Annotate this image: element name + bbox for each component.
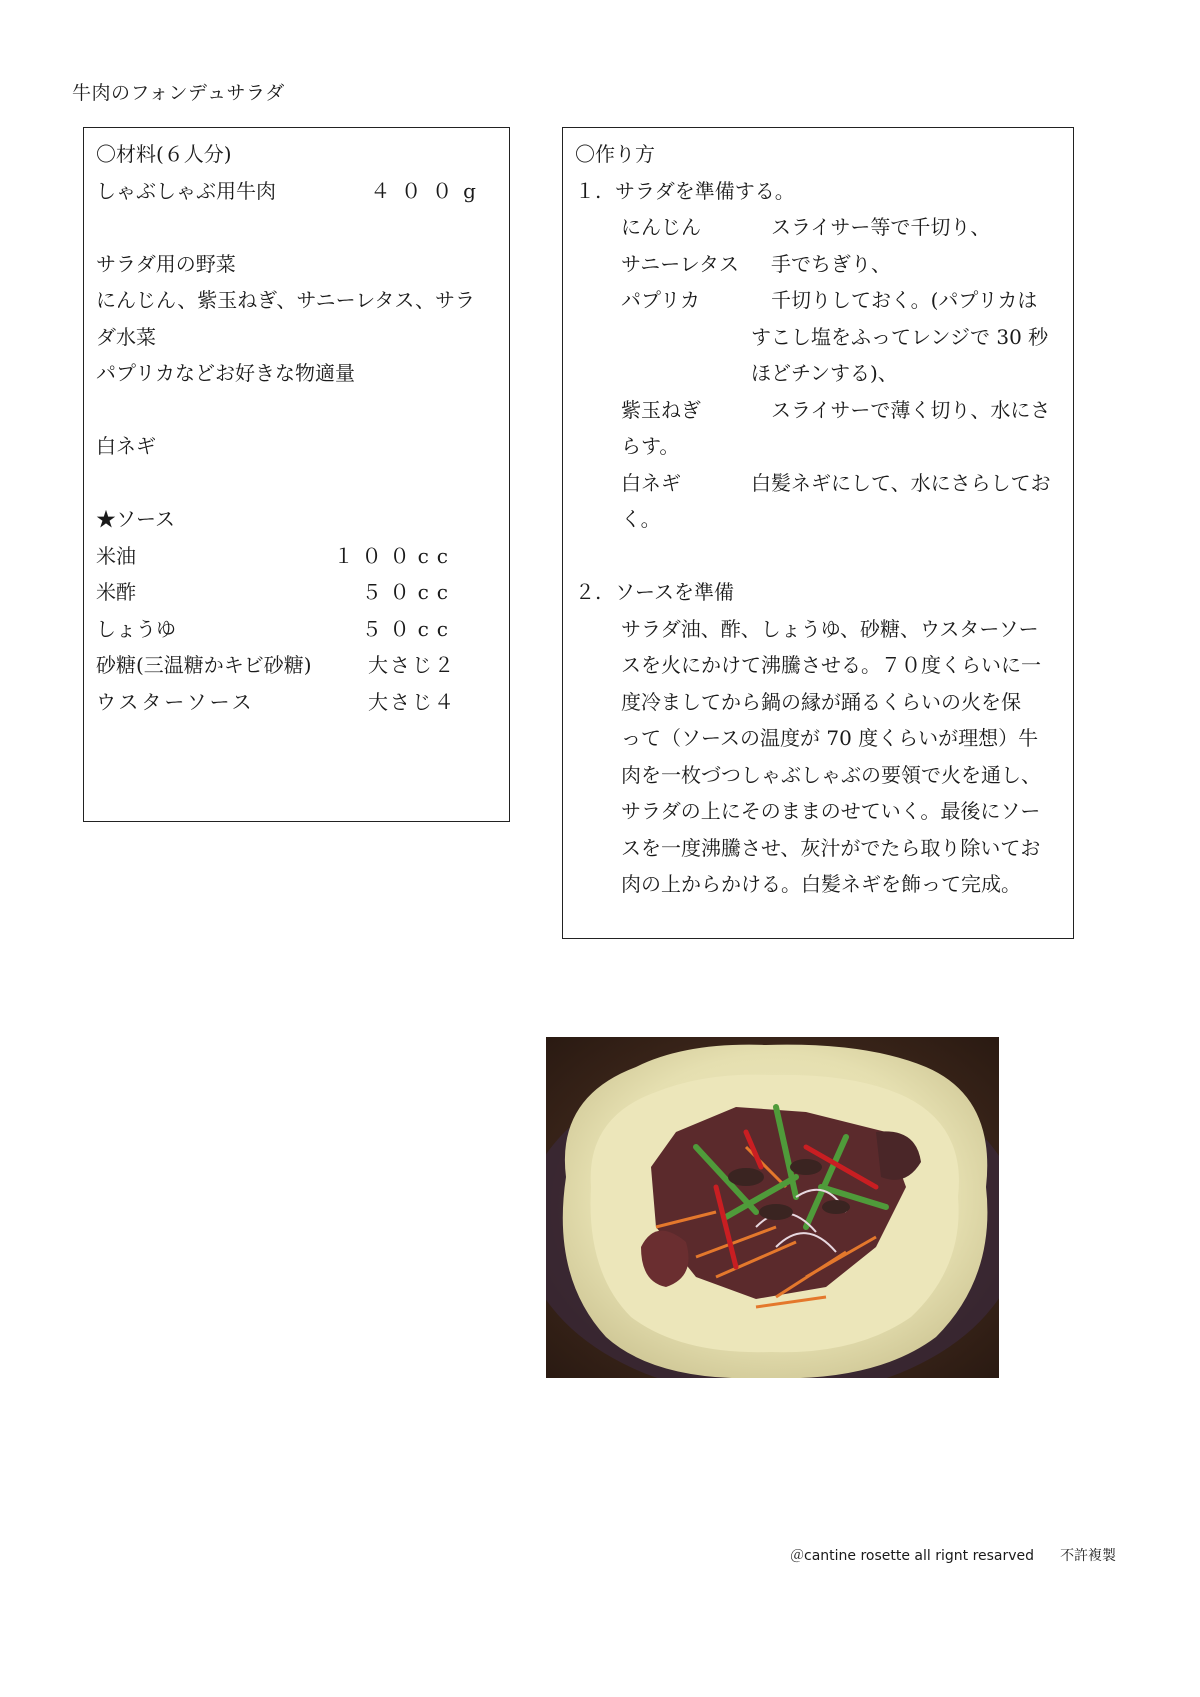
vegetable-name: 白ネギ xyxy=(621,470,681,495)
sauce-amount: ５０cc xyxy=(361,580,456,604)
ingredient-name: しゃぶしゃぶ用牛肉 xyxy=(96,178,276,203)
vegetables-line: ダ水菜 xyxy=(96,324,156,349)
sauce-row xyxy=(96,647,456,684)
copyright-text: ＠cantine rosette all rignt resarved xyxy=(790,1548,1035,1564)
vegetable-instruction: 手でちぎり、 xyxy=(771,251,891,276)
step-number: ２. xyxy=(575,580,602,604)
ingredients-box xyxy=(83,127,510,822)
salad-photo xyxy=(546,1037,999,1378)
sauce-row xyxy=(96,538,456,575)
vegetable-name: サニーレタス xyxy=(621,251,739,276)
vegetable-name: 紫玉ねぎ xyxy=(621,397,701,422)
step-2-line: スを火にかけて沸騰させる。７０度くらいに一 xyxy=(621,653,1041,677)
vegetable-name: にんじん xyxy=(621,215,701,239)
step-item-leek xyxy=(575,465,1061,538)
ingredient-row-meat xyxy=(96,173,497,210)
step-2-line: って（ソースの温度が 70 度くらいが理想）牛 xyxy=(621,726,1039,750)
sauce-amount: 大さじ２ xyxy=(368,653,456,677)
step-title: サラダを準備する。 xyxy=(615,178,795,203)
vegetable-instruction: スライサー等で千切り、 xyxy=(771,215,991,239)
sauce-heading: ★ソース xyxy=(96,507,175,531)
sauce-name: 砂糖(三温糖かキビ砂糖) xyxy=(96,653,312,677)
step-1-heading xyxy=(575,173,1061,210)
salad-photo-illustration xyxy=(546,1037,999,1378)
vegetable-name: パプリカ xyxy=(621,288,700,312)
sauce-row xyxy=(96,684,456,721)
method-heading: 〇作り方 xyxy=(575,142,655,166)
footer xyxy=(790,1545,1116,1565)
instruction-continued: ほどチンする)、 xyxy=(751,361,898,385)
step-2-line: 肉の上からかける。白髪ネギを飾って完成。 xyxy=(621,872,1021,896)
step-2-heading xyxy=(575,574,1061,611)
sauce-name: 米油 xyxy=(96,543,136,568)
step-2-line: 肉を一枚づつしゃぶしゃぶの要領で火を通し、 xyxy=(621,762,1041,787)
step-item-paprika xyxy=(575,282,1061,392)
sauce-amount: １００cc xyxy=(333,543,456,568)
step-item-red-onion xyxy=(575,392,1061,465)
step-2-line: サラダ油、酢、しょうゆ、砂糖、ウスターソー xyxy=(621,616,1039,641)
sauce-name: ウスターソース xyxy=(96,689,255,714)
instruction-continued: く。 xyxy=(621,507,661,531)
step-item-lettuce xyxy=(575,246,1061,283)
vegetable-instruction: 白髪ネギにして、水にさらしてお xyxy=(751,470,1051,495)
instruction-continued: らす。 xyxy=(621,434,680,458)
vegetable-instruction: 千切りしておく。(パプリカは xyxy=(771,288,1038,312)
leek-item: 白ネギ xyxy=(96,434,156,458)
step-2-line: サラダの上にそのままのせていく。最後にソー xyxy=(621,799,1041,823)
sauce-amount: ５０cc xyxy=(361,616,456,641)
vegetables-line: にんじん、紫玉ねぎ、サニーレタス、サラ xyxy=(96,288,475,312)
vegetables-line: パプリカなどお好きな物適量 xyxy=(96,361,355,385)
sauce-row xyxy=(96,611,456,648)
vegetables-heading: サラダ用の野菜 xyxy=(96,251,236,276)
sauce-row xyxy=(96,574,456,611)
step-item-carrot xyxy=(575,209,1061,246)
sauce-name: しょうゆ xyxy=(96,616,176,641)
vegetable-instruction: スライサーで薄く切り、水にさ xyxy=(771,397,1051,422)
ingredient-amount: ４００g xyxy=(370,178,487,203)
step-2-line: スを一度沸騰させ、灰汁がでたら取り除いてお xyxy=(621,835,1041,860)
sauce-amount: 大さじ４ xyxy=(368,689,456,714)
ingredients-heading: 〇材料(６人分) xyxy=(96,142,232,166)
step-title: ソースを準備 xyxy=(615,580,734,604)
step-2-line: 度冷ましてから鍋の縁が踊るくらいの火を保 xyxy=(621,689,1021,714)
step-number: １. xyxy=(575,178,602,203)
page-title: 牛肉のフォンデュサラダ xyxy=(72,82,285,104)
sauce-name: 米酢 xyxy=(96,580,136,604)
method-box xyxy=(562,127,1074,939)
instruction-continued: すこし塩をふってレンジで 30 秒 xyxy=(751,324,1049,349)
no-copy-text: 不許複製 xyxy=(1060,1548,1117,1564)
